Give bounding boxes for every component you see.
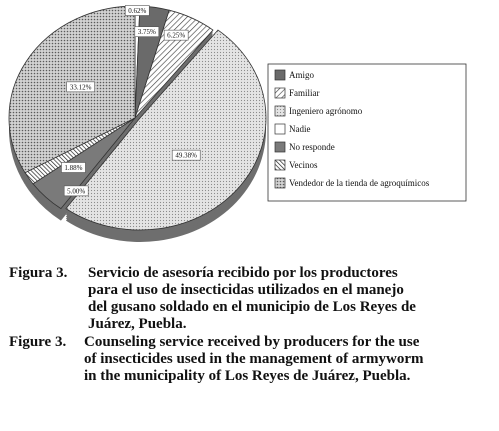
legend-swatch <box>275 160 285 170</box>
legend-swatch <box>275 106 285 116</box>
legend-swatch <box>275 70 285 80</box>
caption-en-line: Counseling service received by producers for the use <box>84 334 420 350</box>
legend-label: Nadie <box>289 124 311 134</box>
caption-es-label: Figura 3. <box>9 265 68 281</box>
caption-en-line: of insecticides used in the management of armyworm <box>84 351 424 367</box>
caption-en-line: in the municipality of Los Reyes de Juárez, Puebla. <box>84 368 411 384</box>
caption-es-line: Servicio de asesoría recibido por los productores <box>88 265 398 281</box>
data-label: 3.75% <box>137 28 156 37</box>
data-label: 6.25% <box>167 31 186 40</box>
caption-spanish <box>0 265 499 333</box>
data-label: 1.88% <box>64 164 83 173</box>
legend-label: Ingeniero agrónomo <box>289 106 363 116</box>
legend <box>268 64 466 201</box>
legend-swatch <box>275 88 285 98</box>
data-label: 33.12% <box>69 83 92 92</box>
caption-es-line: Juárez, Puebla. <box>88 316 187 332</box>
legend-swatch <box>275 124 285 134</box>
legend-label: Amigo <box>289 70 315 80</box>
legend-swatch <box>275 142 285 152</box>
caption-en-label: Figure 3. <box>9 334 67 350</box>
legend-swatch <box>275 178 285 188</box>
caption-english <box>0 334 499 385</box>
caption-es-line: para el uso de insecticidas utilizados en el manejo <box>88 282 404 298</box>
legend-label: No responde <box>289 142 335 152</box>
legend-label: Familiar <box>289 88 320 98</box>
legend-label: Vecinos <box>289 160 318 170</box>
caption-es-line: del gusano soldado en el municipio de Los Reyes de <box>88 299 416 315</box>
data-label: 0.62% <box>128 7 147 16</box>
data-label: 49.38% <box>175 151 198 160</box>
data-label: 5.00% <box>67 187 86 196</box>
legend-label: Vendedor de la tienda de agroquímicos <box>289 178 430 188</box>
